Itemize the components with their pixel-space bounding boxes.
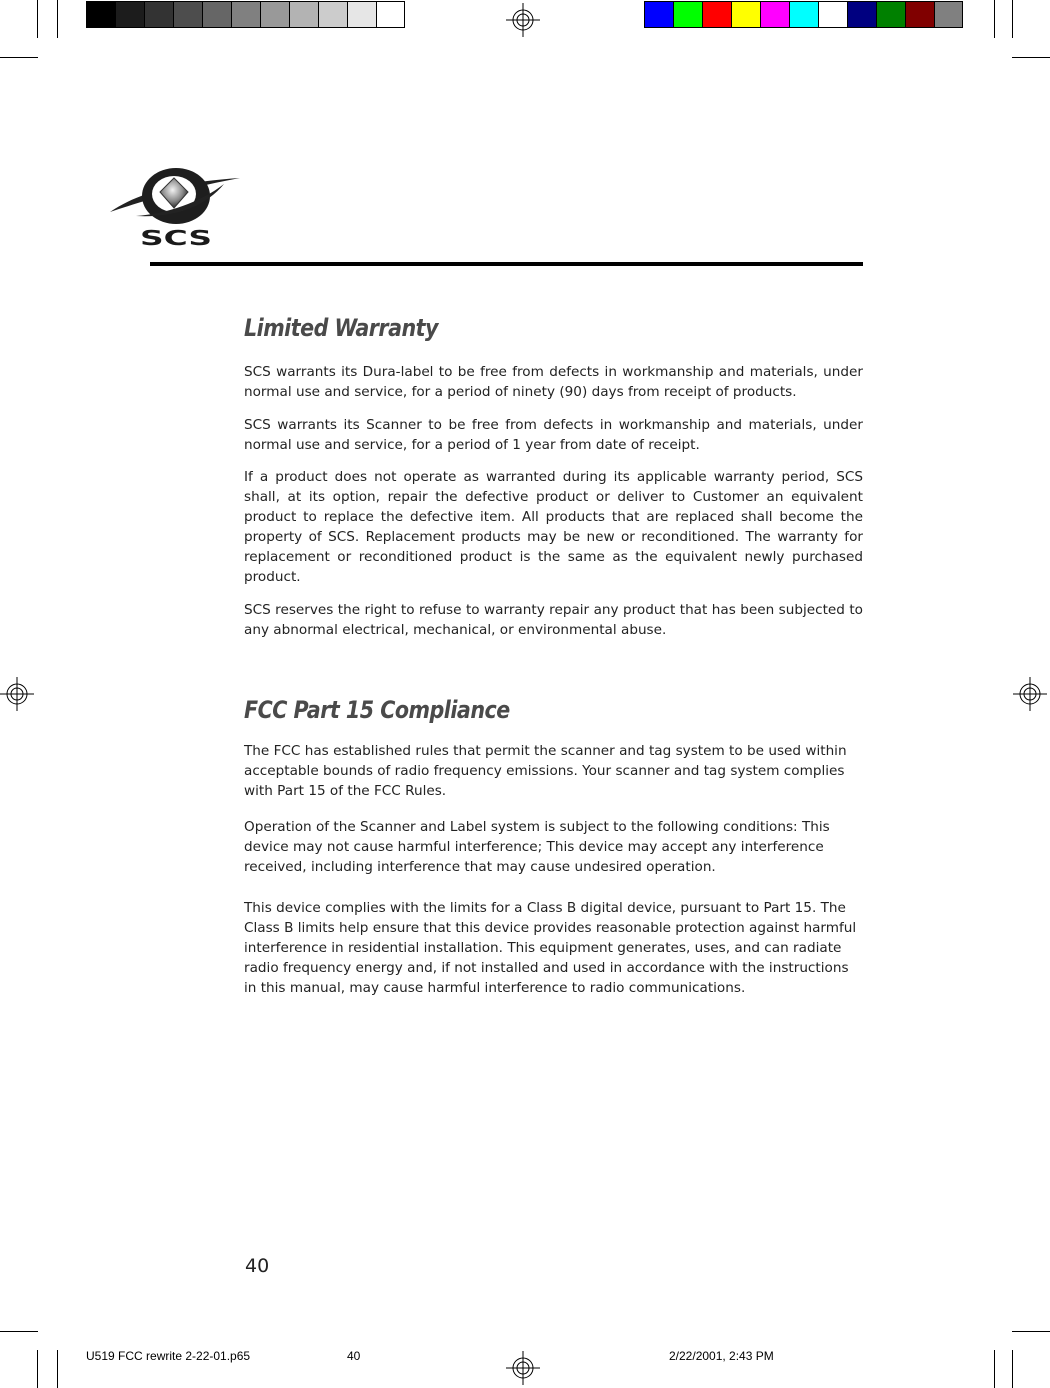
gray-swatch	[144, 1, 174, 28]
crop-mark	[1012, 1350, 1013, 1388]
fcc-paragraph: The FCC has established rules that permit the scanner and tag system to be used within acceptable bounds of radio frequency emissions. Your scanner and tag system complies with Part 15 of the FCC Rules.	[244, 743, 847, 799]
warranty-paragraph: SCS warrants its Dura-label to be free from defects in workmanship and materials, under normal use and service, for a period of ninety (90) days from receipt of products.	[244, 364, 863, 400]
color-swatch	[702, 1, 732, 28]
warranty-paragraph: SCS warrants its Scanner to be free from defects in workmanship and materials, under normal use and service, for a period of 1 year from date of receipt.	[244, 417, 863, 453]
gray-swatch	[318, 1, 348, 28]
scs-logo-text: SCS	[140, 226, 212, 250]
color-swatch	[760, 1, 790, 28]
color-swatch	[847, 1, 877, 28]
gray-swatch	[231, 1, 261, 28]
slug-datetime: 2/22/2001, 2:43 PM	[669, 1349, 774, 1363]
gray-swatch	[289, 1, 319, 28]
registration-mark-top-icon	[506, 3, 540, 37]
warranty-paragraph: SCS reserves the right to refuse to warranty repair any product that has been subjected to any abnormal electrical, mechanical, or environmental abuse.	[244, 602, 863, 638]
gray-swatch	[376, 1, 405, 28]
color-swatch	[731, 1, 761, 28]
warranty-heading: Limited Warranty	[244, 314, 438, 342]
color-swatch	[644, 1, 674, 28]
color-swatch	[876, 1, 906, 28]
warranty-paragraph: If a product does not operate as warranted during its applicable warranty period, SCS shall, at its option, repair the defective product or deliver to Customer an equivalent product to replace the defective item. All products that are replaced shall become the property of SCS. Replacement products may be new or reconditioned. The warranty for replacement or reconditioned product is the same as the equivalent newly purchased product.	[244, 469, 863, 585]
crop-mark	[37, 1350, 38, 1388]
color-swatch	[789, 1, 819, 28]
crop-mark	[994, 1350, 995, 1388]
color-swatch	[934, 1, 963, 28]
scs-logo	[106, 154, 246, 250]
color-swatch	[818, 1, 848, 28]
slug-page: 40	[347, 1349, 361, 1363]
crop-mark	[37, 0, 38, 38]
color-swatch	[905, 1, 935, 28]
gray-swatch	[202, 1, 232, 28]
fcc-paragraph: Operation of the Scanner and Label system is subject to the following conditions: This device may not cause harmful interference; This device may accept any interference received, including interference that may cause undesired operation.	[244, 819, 830, 875]
gray-swatch	[86, 1, 116, 28]
header-rule	[150, 262, 863, 266]
fcc-heading: FCC Part 15 Compliance	[244, 696, 510, 724]
crop-mark	[0, 1331, 38, 1332]
crop-mark	[1012, 57, 1050, 58]
gray-swatch	[173, 1, 203, 28]
registration-mark-bottom-icon	[506, 1351, 540, 1385]
slug-filename: U519 FCC rewrite 2-22-01.p65	[86, 1349, 251, 1363]
page-number: 40	[245, 1255, 270, 1277]
color-swatch	[673, 1, 703, 28]
crop-mark	[994, 0, 995, 38]
crop-mark	[1012, 1331, 1050, 1332]
registration-mark-left-icon	[0, 677, 34, 711]
crop-mark	[57, 1350, 58, 1388]
gray-swatch	[115, 1, 145, 28]
crop-mark	[0, 57, 38, 58]
fcc-paragraph: This device complies with the limits for a Class B digital device, pursuant to Part 15. The Class B limits help ensure that this device provides reasonable protection against harmful interference in residential installation. This equipment generates, uses, and can radiate radio frequency energy and, if not installed and used in accordance with the instructions in this manual, may cause harmful interference to radio communications.	[244, 900, 857, 996]
gray-swatch	[260, 1, 290, 28]
scs-orbit-logo-icon	[106, 154, 246, 250]
gray-swatch	[347, 1, 377, 28]
crop-mark	[1012, 0, 1013, 38]
registration-mark-right-icon	[1013, 677, 1047, 711]
crop-mark	[57, 0, 58, 38]
